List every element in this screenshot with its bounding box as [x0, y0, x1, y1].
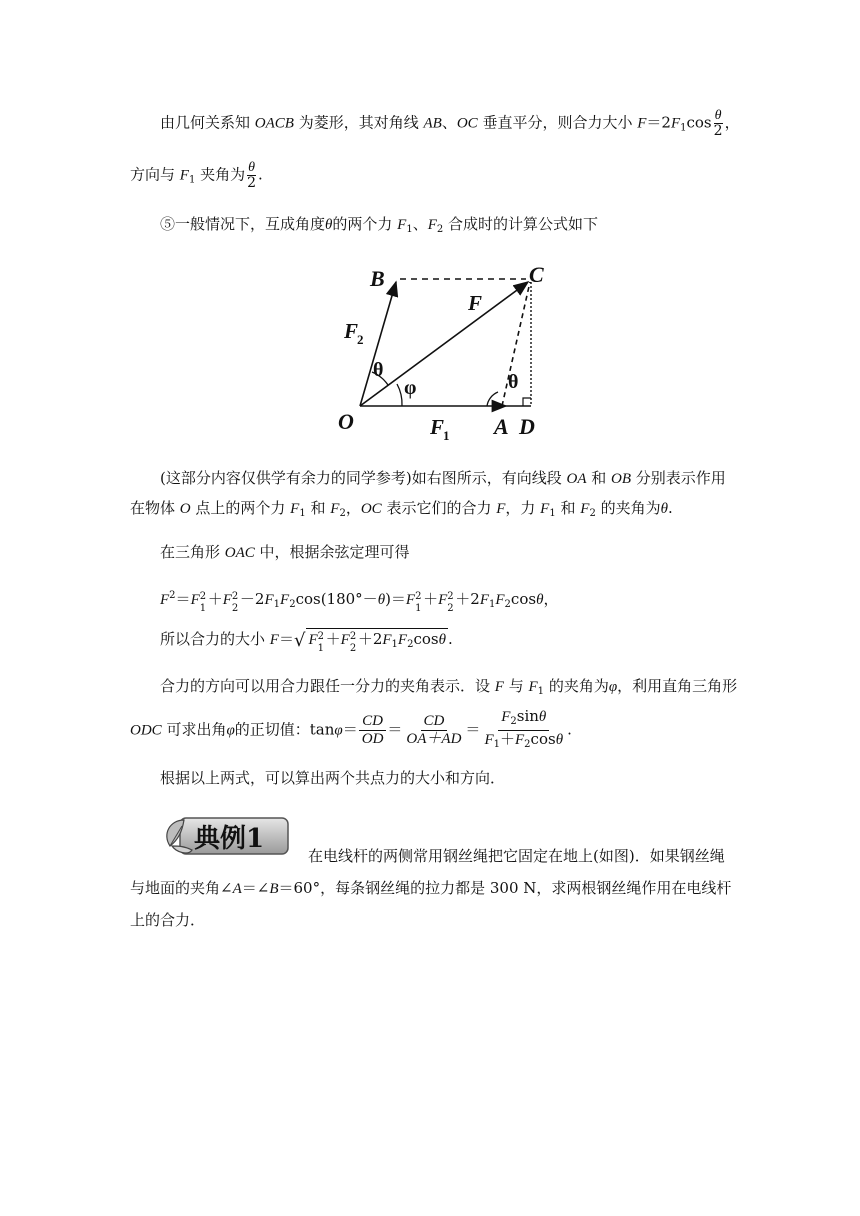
- label-f: F: [468, 291, 483, 315]
- paragraph-optional-note: (这部分内容仅供学有余力的同学参考)如右图所示，有向线段 OA 和 OB 分别表示作用: [160, 469, 726, 487]
- paragraph-general-case: ⑤一般情况下，互成角度θ的两个力 $F_1$、$F_2$ 合成时的计算公式如下: [160, 215, 599, 235]
- paragraph-rhombus: 由几何关系知 OACB 为菱形，其对角线 AB、OC 垂直平分，则合力大小 $F=2F_1\cos$ $\frac{\theta}{2}$ ，: [160, 108, 740, 139]
- theta-over-two: $\frac{\theta}{2}$: [713, 108, 723, 139]
- label-d: D: [519, 414, 535, 439]
- theta-over-two: $\frac{\theta}{2}$: [247, 160, 257, 191]
- right-angle-mark: [523, 398, 531, 406]
- paragraph-direction: 方向与 $F_1$ 夹角为 $\frac{\theta}{2}$ .: [130, 160, 263, 191]
- label-o: O: [338, 409, 354, 434]
- label-c: C: [529, 262, 544, 287]
- label-f1: F: [430, 415, 445, 439]
- vector-f: [360, 282, 528, 406]
- label-theta-a: θ: [508, 371, 519, 393]
- example-line-1: 在电线杆的两侧常用钢丝绳把它固定在地上(如图)．如果钢丝绳: [308, 847, 725, 865]
- label-f2: F: [344, 319, 359, 343]
- fraction-cd-od: $\frac{CD}{OD}$: [359, 713, 387, 748]
- paragraph-direction-angle: 合力的方向可以用合力跟任一分力的夹角表示．设 F 与 $F_1$ 的夹角为φ，利用直角三角形: [160, 677, 738, 697]
- force-parallelogram-diagram: [330, 258, 560, 448]
- paragraph-cosine-law: 在三角形 OAC 中，根据余弦定理可得: [160, 543, 410, 561]
- label-f1-sub: 1: [443, 428, 450, 443]
- example-line-2: 与地面的夹角∠A＝∠B＝60°，每条钢丝绳的拉力都是 300 N，求两根钢丝绳作用在电线杆: [130, 879, 732, 897]
- fraction-sin-cos: $\frac{F_2\sin\theta}{F_1+F_2\cos\theta}$: [484, 707, 564, 750]
- example-badge: [160, 812, 290, 860]
- label-theta-o: θ: [373, 359, 384, 381]
- equation-tangent: ODC 可求出角φ的正切值：tanφ＝ $\frac{CD}{OD}$ ＝ $\frac{CD}{OA+AD}$ ＝ $\frac{F_2\sin\theta}{F_1+F_2\cos\theta}$ .: [130, 708, 572, 753]
- equation-magnitude: 所以合力的大小 F＝√ F 2 1 ＋F 2 2 $+2F_1F_2\cos\theta$ .: [160, 630, 453, 654]
- fraction-cd-oa-ad: $\frac{CD}{OA+AD}$: [406, 713, 462, 747]
- label-b: B: [370, 266, 385, 291]
- arc-theta-at-a: [487, 392, 498, 406]
- badge-text: 典例1: [194, 824, 265, 854]
- paragraph-conclusion: 根据以上两式，可以算出两个共点力的大小和方向．: [160, 769, 506, 787]
- paragraph-forces-description: 在物体 O 点上的两个力 $F_1$ 和 $F_2$，OC 表示它们的合力 F，力 $F_1$ 和 $F_2$ 的夹角为θ.: [130, 499, 673, 519]
- label-f2-sub: 2: [357, 332, 364, 347]
- label-a: A: [494, 414, 509, 439]
- arc-phi-at-o: [397, 384, 402, 406]
- label-phi: φ: [404, 377, 417, 399]
- vector-f2: [360, 282, 396, 406]
- example-line-3: 上的合力．: [130, 911, 206, 929]
- equation-cosine: $F^2=F$ 2 1 ＋F 2 2 $-2F_1F_2\cos(180^\circ-\theta)=F$ 2 1 ＋F 2 2 $+2F_1F_2\cos\theta$，: [160, 590, 559, 614]
- sqrt-sign: √: [293, 630, 306, 651]
